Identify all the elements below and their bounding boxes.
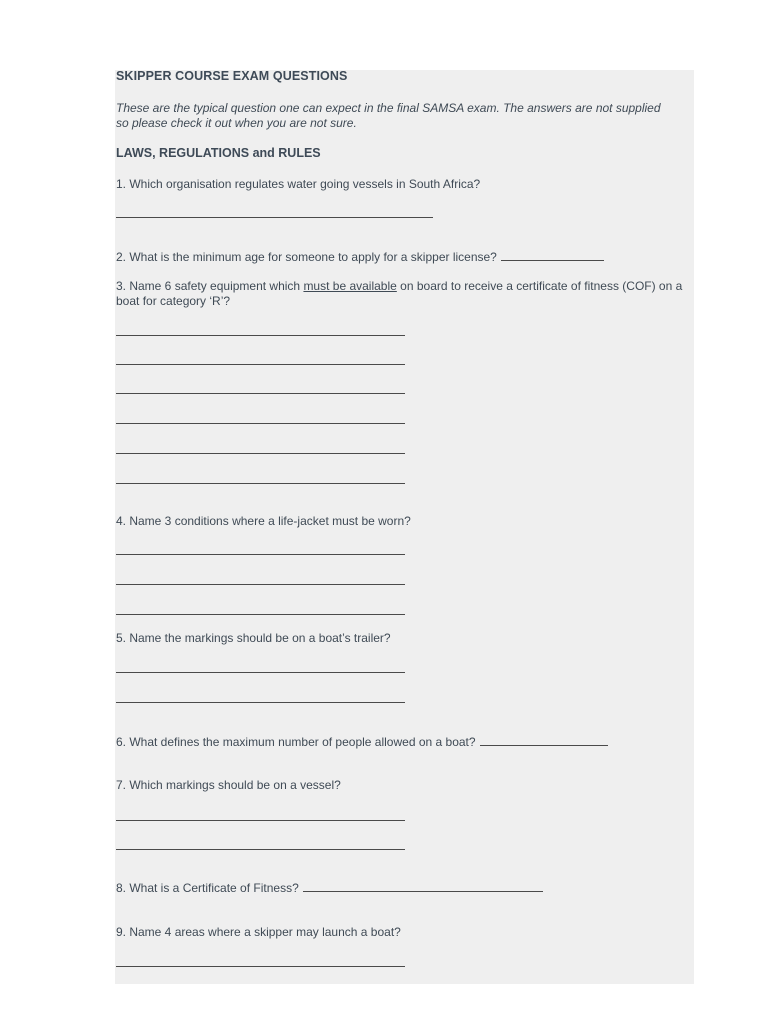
question-7: 7. Which markings should be on a vessel?: [116, 778, 341, 792]
answer-line-q4-1[interactable]: [116, 554, 405, 555]
answer-line-q9-1[interactable]: [116, 966, 405, 967]
question-3-underlined: must be available: [303, 279, 397, 293]
answer-line-q3-4[interactable]: [116, 423, 405, 424]
answer-line-q7-1[interactable]: [116, 820, 405, 821]
question-3: [116, 279, 692, 309]
answer-line-q4-2[interactable]: [116, 584, 405, 585]
answer-line-q3-5[interactable]: [116, 453, 405, 454]
answer-line-q5-2[interactable]: [116, 702, 405, 703]
question-9: 9. Name 4 areas where a skipper may launch a boat?: [116, 925, 401, 939]
question-2-text: 2. What is the minimum age for someone to apply for a skipper license?: [116, 250, 497, 264]
page-title: SKIPPER COURSE EXAM QUESTIONS: [116, 69, 348, 83]
answer-line-q3-6[interactable]: [116, 483, 405, 484]
answer-line-q3-3[interactable]: [116, 393, 405, 394]
answer-line-q3-2[interactable]: [116, 364, 405, 365]
question-8-text: 8. What is a Certificate of Fitness?: [116, 881, 299, 895]
question-4: 4. Name 3 conditions where a life-jacket must be worn?: [116, 514, 411, 528]
answer-line-q5-1[interactable]: [116, 672, 405, 673]
question-5: 5. Name the markings should be on a boat’s trailer?: [116, 631, 391, 645]
question-8: [116, 881, 543, 896]
question-6: [116, 735, 608, 750]
question-2: [116, 250, 604, 265]
question-1: 1. Which organisation regulates water going vessels in South Africa?: [116, 177, 481, 191]
answer-line-q4-3[interactable]: [116, 614, 405, 615]
answer-line-q7-2[interactable]: [116, 849, 405, 850]
question-3-text-end: on board to receive a certificate of fitness (COF) on a boat for category ‘R’?: [116, 279, 683, 308]
question-3-text-start: 3. Name 6 safety equipment which: [116, 279, 304, 293]
section-heading: LAWS, REGULATIONS and RULES: [116, 146, 321, 160]
intro-text: These are the typical question one can expect in the final SAMSA exam. The answers are not supplied so please check it out when you are not sure.: [116, 101, 661, 130]
answer-line-q2[interactable]: [501, 251, 604, 261]
answer-line-q3-1[interactable]: [116, 335, 405, 336]
question-6-text: 6. What defines the maximum number of people allowed on a boat?: [116, 735, 476, 749]
answer-line-q1[interactable]: [116, 217, 433, 218]
answer-line-q8[interactable]: [303, 882, 543, 892]
answer-line-q6[interactable]: [480, 736, 608, 746]
